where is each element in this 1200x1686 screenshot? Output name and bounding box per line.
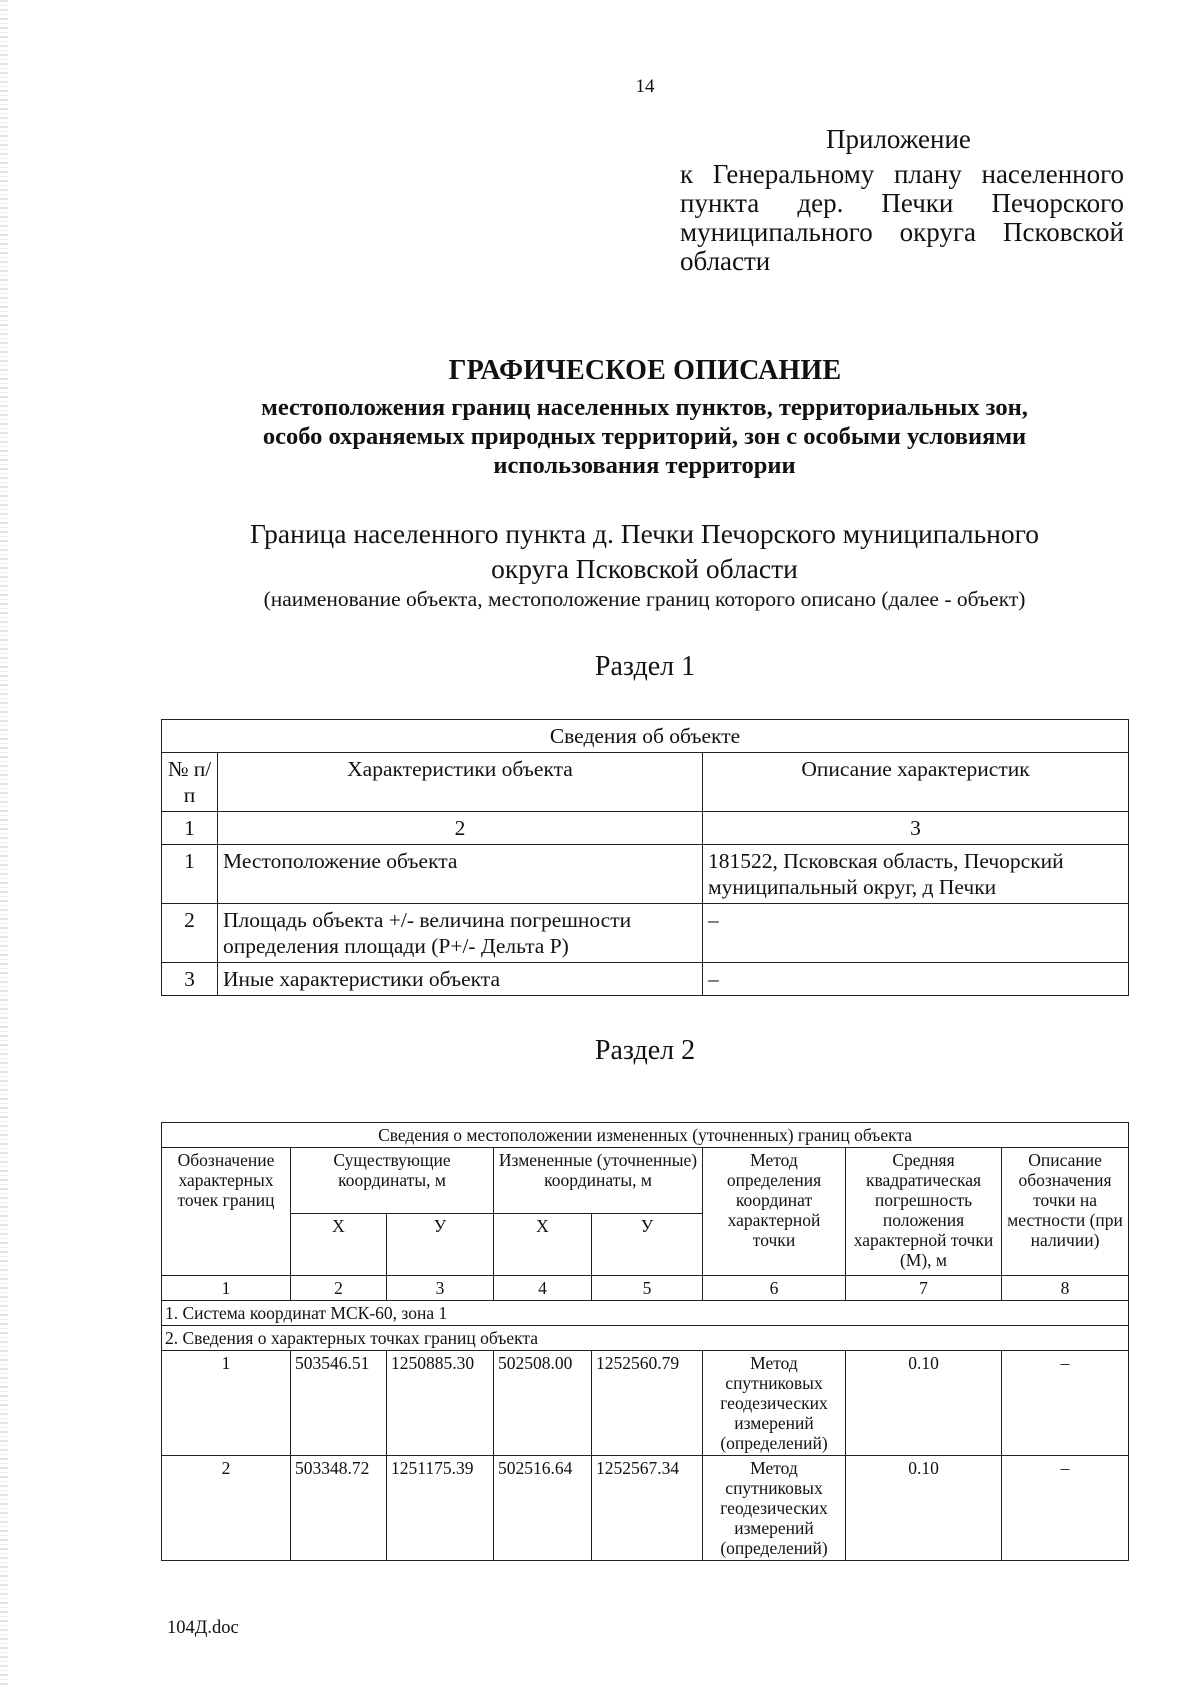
header-description: Описание обозначения точки на местности (при наличии)	[1002, 1148, 1129, 1276]
sub-title	[161, 393, 1128, 480]
row-value: 181522, Псковская область, Печорский муниципальный округ, д Печки	[703, 845, 1129, 904]
table-header-row	[162, 753, 1129, 812]
object-name-line: Граница населенного пункта д. Печки Печорского муниципального	[250, 518, 1039, 549]
table-row	[162, 845, 1129, 904]
appendix-body	[680, 160, 1124, 276]
coord-system: 1. Система координат МСК-60, зона 1	[162, 1301, 1129, 1326]
row-name: Местоположение объекта	[218, 845, 703, 904]
points-caption-row	[162, 1326, 1129, 1351]
table-caption-row	[162, 1123, 1129, 1148]
table-row	[162, 963, 1129, 996]
table-caption-row	[162, 720, 1129, 753]
point-id: 2	[162, 1456, 291, 1561]
object-caption: (наименование объекта, местоположение границ которого описано (далее - объект)	[263, 587, 1026, 611]
boundary-points-table	[161, 1122, 1129, 1561]
object-name-line: округа Псковской области	[491, 553, 798, 584]
existing-x: 503348.72	[291, 1456, 387, 1561]
changed-y: 1252567.34	[592, 1456, 703, 1561]
error: 0.10	[846, 1351, 1002, 1456]
appendix-line: пункта дер. Печки Печорского	[680, 188, 1124, 218]
column-number: 7	[846, 1276, 1002, 1301]
sub-title-line: особо охраняемых природных территорий, зон с особыми условиями	[262, 423, 1027, 450]
existing-x: 503546.51	[291, 1351, 387, 1456]
existing-y: 1250885.30	[387, 1351, 494, 1456]
column-number: 2	[291, 1276, 387, 1301]
section1-title: Раздел 1	[594, 651, 696, 682]
row-number: 3	[162, 963, 218, 996]
column-number: 8	[1002, 1276, 1129, 1301]
section2-title: Раздел 2	[594, 1035, 696, 1066]
method: Метод спутниковых геодезических измерений (определений)	[703, 1351, 846, 1456]
header-characteristics: Характеристики объекта	[218, 753, 703, 812]
table-row	[162, 904, 1129, 963]
column-number: 2	[218, 812, 703, 845]
header-existing-y: У	[387, 1214, 494, 1276]
header-description: Описание характеристик	[703, 753, 1129, 812]
header-changed-x: X	[494, 1214, 592, 1276]
column-number: 1	[162, 1276, 291, 1301]
object-info-table	[161, 719, 1129, 996]
table-row	[162, 1456, 1129, 1561]
points-caption: 2. Сведения о характерных точках границ объекта	[162, 1326, 1129, 1351]
row-name: Иные характеристики объекта	[218, 963, 703, 996]
table-row	[162, 1351, 1129, 1456]
header-number: № п/п	[162, 753, 218, 812]
column-numbers-row	[162, 812, 1129, 845]
column-number: 6	[703, 1276, 846, 1301]
changed-y: 1252560.79	[592, 1351, 703, 1456]
scan-edge-artifact	[0, 0, 8, 1686]
table-caption: Сведения об объекте	[162, 720, 1129, 753]
page-number: 14	[635, 76, 655, 97]
column-number: 3	[703, 812, 1129, 845]
existing-y: 1251175.39	[387, 1456, 494, 1561]
row-value: –	[703, 963, 1129, 996]
header-error: Средняя квадратическая погрешность положения характерной точки (М), м	[846, 1148, 1002, 1276]
row-number: 1	[162, 845, 218, 904]
appendix-line: к Генеральному плану населенного	[680, 159, 1124, 189]
footer-filename: 104Д.doc	[167, 1618, 239, 1638]
sub-title-line: использования территории	[493, 452, 796, 479]
description: –	[1002, 1351, 1129, 1456]
column-numbers-row	[162, 1276, 1129, 1301]
method: Метод спутниковых геодезических измерений (определений)	[703, 1456, 846, 1561]
coord-system-row	[162, 1301, 1129, 1326]
column-number: 5	[592, 1276, 703, 1301]
appendix-line: муниципального округа Псковской	[680, 217, 1124, 247]
header-existing-coords: Существующие координаты, м	[291, 1148, 494, 1214]
row-number: 2	[162, 904, 218, 963]
description: –	[1002, 1456, 1129, 1561]
table-header-row	[162, 1148, 1129, 1214]
table-caption: Сведения о местоположении измененных (уточненных) границ объекта	[162, 1123, 1129, 1148]
header-point: Обозначение характерных точек границ	[162, 1148, 291, 1276]
column-number: 4	[494, 1276, 592, 1301]
appendix-line: области	[680, 246, 771, 276]
object-name	[161, 516, 1128, 586]
row-name: Площадь объекта +/- величина погрешности определения площади (P+/- Дельта P)	[218, 904, 703, 963]
header-changed-y: У	[592, 1214, 703, 1276]
column-number: 3	[387, 1276, 494, 1301]
appendix-title: Приложение	[826, 124, 971, 154]
sub-title-line: местоположения границ населенных пунктов, территориальных зон,	[261, 394, 1028, 421]
header-existing-x: X	[291, 1214, 387, 1276]
row-value: –	[703, 904, 1129, 963]
changed-x: 502508.00	[494, 1351, 592, 1456]
changed-x: 502516.64	[494, 1456, 592, 1561]
header-changed-coords: Измененные (уточненные) координаты, м	[494, 1148, 703, 1214]
point-id: 1	[162, 1351, 291, 1456]
header-method: Метод определения координат характерной точки	[703, 1148, 846, 1276]
column-number: 1	[162, 812, 218, 845]
main-title: ГРАФИЧЕСКОЕ ОПИСАНИЕ	[448, 355, 842, 386]
error: 0.10	[846, 1456, 1002, 1561]
